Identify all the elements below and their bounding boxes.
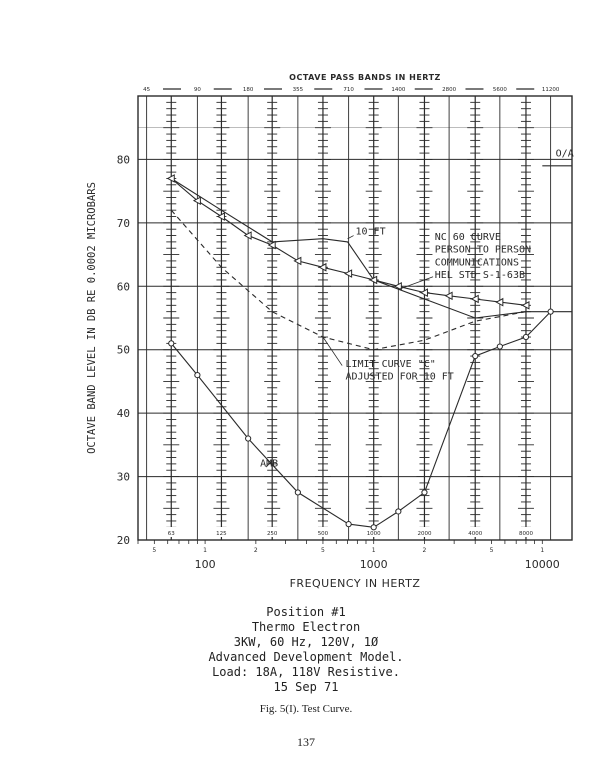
chart-annotation: 10 FT: [355, 226, 386, 238]
data-point: [246, 436, 251, 441]
page-number: 137: [297, 735, 315, 749]
data-point: [523, 334, 528, 339]
chart-annotation: NC 60 CURVE: [434, 231, 501, 243]
chart-annotation: COMMUNICATIONS: [434, 257, 519, 269]
annotation-leader: [398, 277, 433, 290]
y-tick-label: 50: [116, 343, 130, 357]
chart-annotation: PERSON TO PERSON: [434, 244, 532, 256]
caption-line-rating: 3KW, 60 Hz, 120V, 1Ø: [233, 635, 379, 649]
top-axis-label: 180: [242, 87, 254, 93]
y-tick-label: 60: [116, 280, 130, 294]
x-minor-label: 5: [321, 547, 325, 554]
band-center-label: 8000: [518, 531, 533, 537]
test-caption: [0, 605, 612, 695]
x-minor-label: 5: [489, 547, 494, 554]
data-point: [422, 490, 427, 495]
y-tick-label: 20: [116, 534, 130, 547]
caption-line-manufacturer: Thermo Electron: [251, 620, 361, 634]
x-minor-label: 2: [253, 547, 258, 554]
x-axis-title: FREQUENCY IN HERTZ: [289, 577, 421, 590]
y-tick-label: 40: [116, 407, 130, 421]
x-minor-label: 1: [371, 547, 376, 554]
x-major-label: 100: [194, 558, 216, 571]
y-axis-title: OCTAVE BAND LEVEL IN DB RE 0.0002 MICROBARS: [86, 182, 98, 454]
data-point: [295, 490, 300, 495]
top-axis-label: 710: [343, 87, 354, 93]
x-minor-label: 5: [152, 547, 157, 554]
caption-line-model: Advanced Development Model.: [208, 650, 404, 664]
x-major-label: 10000: [524, 558, 560, 571]
caption-line-load: Load: 18A, 118V Resistive.: [212, 665, 400, 679]
data-point: [195, 372, 200, 377]
chart-grid: [138, 96, 572, 540]
top-axis-label: 45: [143, 87, 151, 93]
top-axis-label: 2800: [442, 87, 457, 93]
top-axis-label: 1400: [391, 87, 406, 93]
data-point: [497, 344, 502, 349]
y-tick-label: 80: [116, 153, 130, 167]
plot-frame: [138, 96, 572, 540]
figure-caption: Fig. 5(I). Test Curve.: [259, 703, 353, 715]
data-point: [396, 509, 401, 514]
data-point: [548, 309, 553, 314]
x-minor-label: 1: [203, 547, 208, 554]
x-major-label: 1000: [359, 558, 388, 571]
chart-annotation: O/A: [555, 148, 574, 160]
data-point: [346, 522, 351, 527]
y-tick-label: 30: [116, 470, 130, 484]
chart-annotation: ADJUSTED FOR 10 FT: [345, 371, 454, 383]
caption-line-date: 15 Sep 71: [273, 680, 339, 694]
band-center-label: 500: [317, 531, 329, 537]
y-tick-label: 70: [116, 216, 130, 230]
data-point: [473, 353, 478, 358]
x-minor-label: 1: [540, 547, 545, 554]
chart-annotation: HEL STD S-1-63B: [434, 270, 526, 282]
series-line: [171, 312, 550, 528]
band-center-label: 2000: [417, 531, 432, 537]
x-minor-label: 2: [422, 547, 427, 554]
chart-annotation: LIMIT CURVE "C": [345, 358, 436, 370]
top-axis-label: 5600: [492, 87, 507, 93]
band-center-label: 1000: [366, 531, 381, 537]
data-point: [371, 525, 376, 530]
band-center-label: 63: [167, 531, 175, 537]
caption-line-position: Position #1: [266, 605, 346, 619]
top-axis-label: 11200: [541, 87, 560, 93]
top-axis-label: 355: [292, 87, 304, 93]
top-axis-label: 90: [193, 87, 201, 93]
data-point: [169, 341, 174, 346]
chart-series: [168, 166, 572, 530]
top-axis-title: OCTAVE PASS BANDS IN HERTZ: [289, 73, 441, 82]
band-center-label: 250: [266, 531, 278, 537]
band-center-label: 125: [216, 531, 227, 537]
band-center-label: 4000: [468, 531, 483, 537]
chart-annotation: AMB: [260, 458, 279, 470]
